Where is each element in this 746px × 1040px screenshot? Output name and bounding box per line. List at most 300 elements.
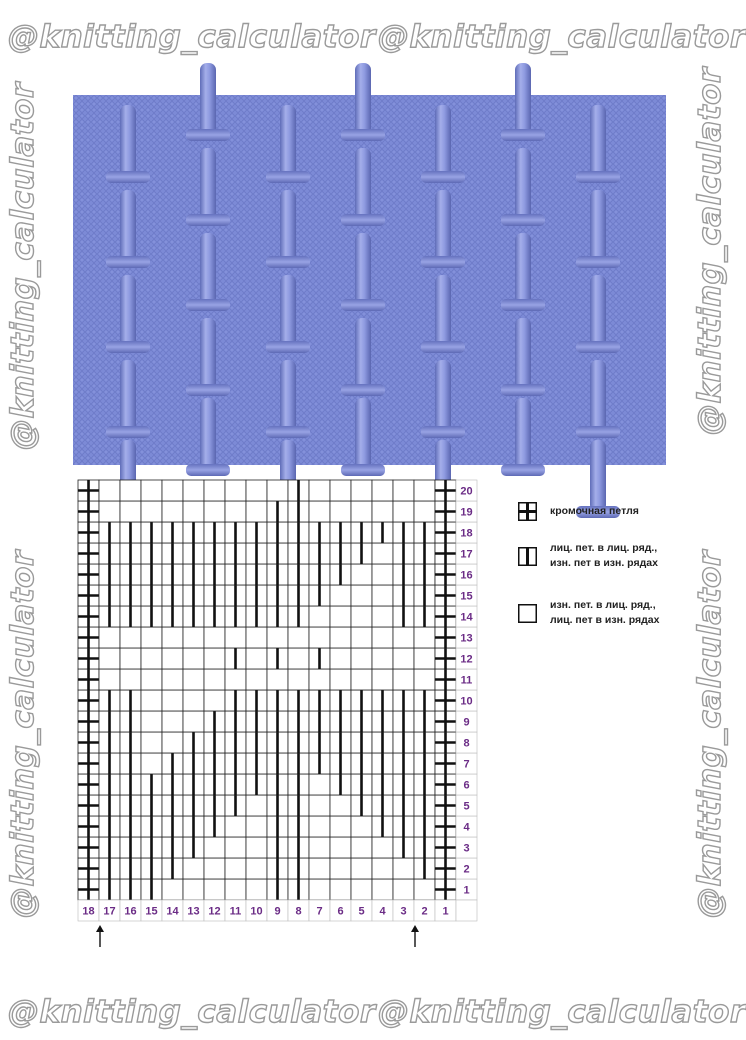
knit-stitch-cell bbox=[99, 858, 120, 879]
column-number bbox=[414, 900, 435, 921]
column-number bbox=[183, 900, 204, 921]
knit-stitch-cell bbox=[351, 753, 372, 774]
purl-stitch-cell bbox=[351, 858, 372, 879]
row-number bbox=[456, 753, 477, 774]
purl-stitch-cell bbox=[162, 501, 183, 522]
knit-stitch-cell bbox=[246, 543, 267, 564]
knit-stitch-cell bbox=[246, 690, 267, 711]
knit-stitch-cell bbox=[414, 564, 435, 585]
knit-stitch-cell bbox=[162, 795, 183, 816]
purl-stitch-cell bbox=[414, 501, 435, 522]
knit-stitch-cell bbox=[246, 732, 267, 753]
column-number bbox=[288, 900, 309, 921]
knit-stitch-icon bbox=[518, 547, 537, 566]
edge-stitch-cell bbox=[78, 522, 99, 543]
purl-stitch-cell bbox=[225, 858, 246, 879]
purl-stitch-cell bbox=[162, 627, 183, 648]
edge-stitch-cell bbox=[78, 648, 99, 669]
purl-stitch-icon bbox=[518, 604, 537, 623]
purl-stitch-cell bbox=[204, 669, 225, 690]
purl-stitch-cell bbox=[393, 879, 414, 900]
purl-stitch-cell bbox=[372, 543, 393, 564]
knit-stitch-cell bbox=[225, 543, 246, 564]
knit-stitch-cell bbox=[204, 795, 225, 816]
knit-stitch-cell bbox=[393, 816, 414, 837]
knit-stitch-cell bbox=[309, 711, 330, 732]
legend-purl-line-1: изн. пет. в лиц. ряд., bbox=[550, 599, 656, 611]
purl-stitch-cell bbox=[141, 732, 162, 753]
knit-stitch-cell bbox=[246, 753, 267, 774]
row-number bbox=[456, 774, 477, 795]
purl-stitch-cell bbox=[330, 648, 351, 669]
purl-stitch-cell bbox=[372, 501, 393, 522]
knit-stitch-cell bbox=[120, 858, 141, 879]
row-number bbox=[456, 627, 477, 648]
purl-stitch-cell bbox=[372, 585, 393, 606]
purl-stitch-cell bbox=[414, 879, 435, 900]
knit-stitch-cell bbox=[288, 837, 309, 858]
column-number bbox=[204, 900, 225, 921]
column-number bbox=[162, 900, 183, 921]
row-number bbox=[456, 711, 477, 732]
purl-stitch-cell bbox=[141, 690, 162, 711]
knit-stitch-cell bbox=[414, 732, 435, 753]
column-number-label: 14 bbox=[166, 905, 179, 918]
knit-stitch-cell bbox=[120, 732, 141, 753]
watermark-left-upper: @knitting_calculator bbox=[5, 82, 41, 450]
knit-stitch-cell bbox=[267, 690, 288, 711]
purl-stitch-cell bbox=[183, 627, 204, 648]
purl-stitch-cell bbox=[414, 648, 435, 669]
column-number-label: 9 bbox=[274, 905, 281, 918]
row-numbers bbox=[456, 480, 477, 900]
row-number-label: 19 bbox=[460, 506, 473, 519]
knit-stitch-cell bbox=[330, 732, 351, 753]
purl-stitch-cell bbox=[204, 690, 225, 711]
edge-stitch-cell bbox=[435, 690, 456, 711]
knit-stitch-cell bbox=[267, 879, 288, 900]
column-number bbox=[351, 900, 372, 921]
row-number bbox=[456, 669, 477, 690]
purl-stitch-cell bbox=[120, 501, 141, 522]
row-number bbox=[456, 816, 477, 837]
edge-stitch-cell bbox=[435, 564, 456, 585]
purl-stitch-cell bbox=[351, 627, 372, 648]
column-number-label: 18 bbox=[82, 905, 95, 918]
purl-stitch-cell bbox=[141, 648, 162, 669]
purl-stitch-cell bbox=[204, 837, 225, 858]
edge-stitch-cell bbox=[78, 837, 99, 858]
row-number-label: 4 bbox=[463, 821, 470, 834]
edge-stitch-cell bbox=[78, 753, 99, 774]
knit-stitch-cell bbox=[414, 858, 435, 879]
knit-stitch-cell bbox=[99, 795, 120, 816]
purl-stitch-cell bbox=[372, 669, 393, 690]
purl-stitch-cell bbox=[162, 648, 183, 669]
knit-stitch-cell bbox=[225, 795, 246, 816]
edge-stitch-cell bbox=[78, 774, 99, 795]
knit-stitch-cell bbox=[309, 732, 330, 753]
row-number-label: 17 bbox=[460, 548, 473, 561]
purl-stitch-cell bbox=[267, 627, 288, 648]
purl-stitch-cell bbox=[351, 564, 372, 585]
knit-stitch-cell bbox=[99, 879, 120, 900]
row-number-label: 15 bbox=[460, 590, 473, 603]
knit-stitch-cell bbox=[183, 816, 204, 837]
knit-stitch-cell bbox=[351, 690, 372, 711]
edge-stitch-cell bbox=[435, 627, 456, 648]
purl-stitch-cell bbox=[246, 795, 267, 816]
purl-stitch-cell bbox=[330, 606, 351, 627]
row-number bbox=[456, 543, 477, 564]
edge-stitch-cell bbox=[78, 816, 99, 837]
column-number-label: 1 bbox=[442, 905, 449, 918]
knit-stitch-cell bbox=[309, 564, 330, 585]
purl-stitch-cell bbox=[393, 501, 414, 522]
knit-stitch-cell bbox=[288, 564, 309, 585]
row-number-label: 10 bbox=[460, 695, 473, 708]
knit-stitch-cell bbox=[330, 774, 351, 795]
purl-stitch-cell bbox=[246, 627, 267, 648]
knit-stitch-cell bbox=[288, 543, 309, 564]
knit-stitch-cell bbox=[288, 585, 309, 606]
purl-stitch-cell bbox=[120, 669, 141, 690]
knit-stitch-cell bbox=[120, 522, 141, 543]
knit-stitch-cell bbox=[204, 522, 225, 543]
purl-stitch-cell bbox=[204, 879, 225, 900]
column-number bbox=[120, 900, 141, 921]
edge-stitch-cell bbox=[435, 774, 456, 795]
knit-stitch-cell bbox=[414, 753, 435, 774]
purl-stitch-cell bbox=[372, 606, 393, 627]
knit-stitch-cell bbox=[267, 585, 288, 606]
knit-stitch-cell bbox=[99, 543, 120, 564]
column-number bbox=[309, 900, 330, 921]
knit-stitch-cell bbox=[309, 585, 330, 606]
knit-stitch-cell bbox=[267, 606, 288, 627]
edge-stitch-cell bbox=[78, 564, 99, 585]
purl-stitch-cell bbox=[246, 669, 267, 690]
purl-stitch-cell bbox=[309, 669, 330, 690]
column-number bbox=[99, 900, 120, 921]
knit-stitch-cell bbox=[309, 690, 330, 711]
purl-stitch-cell bbox=[225, 816, 246, 837]
edge-stitch-cell bbox=[435, 669, 456, 690]
knit-stitch-cell bbox=[246, 711, 267, 732]
column-number bbox=[78, 900, 99, 921]
knit-stitch-cell bbox=[267, 753, 288, 774]
purl-stitch-cell bbox=[414, 480, 435, 501]
knit-stitch-cell bbox=[393, 690, 414, 711]
knit-stitch-cell bbox=[267, 837, 288, 858]
purl-stitch-cell bbox=[162, 690, 183, 711]
purl-stitch-cell bbox=[393, 480, 414, 501]
edge-stitch-cell bbox=[78, 501, 99, 522]
purl-stitch-cell bbox=[99, 480, 120, 501]
knit-stitch-cell bbox=[267, 648, 288, 669]
knit-stitch-cell bbox=[204, 774, 225, 795]
knit-stitch-cell bbox=[267, 522, 288, 543]
purl-stitch-cell bbox=[225, 627, 246, 648]
edge-stitch-cell bbox=[435, 501, 456, 522]
purl-stitch-cell bbox=[330, 585, 351, 606]
edge-stitch-cell bbox=[435, 732, 456, 753]
knit-stitch-cell bbox=[393, 732, 414, 753]
purl-stitch-cell bbox=[330, 858, 351, 879]
knit-stitch-cell bbox=[141, 606, 162, 627]
knit-stitch-cell bbox=[351, 711, 372, 732]
purl-stitch-cell bbox=[141, 627, 162, 648]
edge-stitch-icon bbox=[518, 502, 537, 521]
knit-stitch-cell bbox=[183, 753, 204, 774]
row-number-label: 2 bbox=[463, 863, 470, 876]
knit-stitch-cell bbox=[372, 795, 393, 816]
row-number-label: 9 bbox=[463, 716, 470, 729]
row-number bbox=[456, 564, 477, 585]
edge-stitch-cell bbox=[435, 522, 456, 543]
purl-stitch-cell bbox=[309, 774, 330, 795]
knit-stitch-cell bbox=[246, 585, 267, 606]
knit-stitch-cell bbox=[120, 753, 141, 774]
column-number bbox=[267, 900, 288, 921]
knit-stitch-cell bbox=[267, 858, 288, 879]
edge-stitch-cell bbox=[435, 753, 456, 774]
purl-stitch-cell bbox=[309, 627, 330, 648]
knit-stitch-cell bbox=[99, 753, 120, 774]
knit-stitch-cell bbox=[162, 858, 183, 879]
edge-stitch-cell bbox=[78, 858, 99, 879]
edge-stitch-cell bbox=[435, 606, 456, 627]
purl-stitch-cell bbox=[162, 480, 183, 501]
knit-stitch-cell bbox=[414, 690, 435, 711]
knitting-chart bbox=[78, 480, 493, 918]
edge-stitch-cell bbox=[435, 795, 456, 816]
knit-stitch-cell bbox=[183, 774, 204, 795]
purl-stitch-cell bbox=[246, 648, 267, 669]
row-number bbox=[456, 480, 477, 501]
knit-stitch-cell bbox=[162, 774, 183, 795]
knit-stitch-cell bbox=[288, 501, 309, 522]
knit-stitch-cell bbox=[204, 711, 225, 732]
column-number-label: 16 bbox=[124, 905, 137, 918]
knit-stitch-cell bbox=[267, 501, 288, 522]
purl-stitch-cell bbox=[246, 816, 267, 837]
purl-stitch-cell bbox=[372, 837, 393, 858]
knit-stitch-cell bbox=[288, 879, 309, 900]
knit-stitch-cell bbox=[372, 816, 393, 837]
legend-purl-stitch bbox=[518, 598, 660, 628]
column-number-label: 12 bbox=[208, 905, 221, 918]
knit-stitch-cell bbox=[141, 564, 162, 585]
purl-stitch-cell bbox=[225, 879, 246, 900]
row-number bbox=[456, 795, 477, 816]
purl-stitch-cell bbox=[309, 879, 330, 900]
edge-stitch-cell bbox=[78, 690, 99, 711]
purl-stitch-cell bbox=[288, 669, 309, 690]
knit-stitch-cell bbox=[141, 543, 162, 564]
knit-stitch-cell bbox=[183, 543, 204, 564]
knit-stitch-cell bbox=[225, 564, 246, 585]
edge-stitch-cell bbox=[78, 732, 99, 753]
knit-stitch-cell bbox=[393, 606, 414, 627]
knit-stitch-cell bbox=[204, 543, 225, 564]
row-number-label: 20 bbox=[460, 485, 473, 498]
knit-stitch-cell bbox=[120, 837, 141, 858]
legend-purl-line-2: лиц. пет в изн. рядах bbox=[550, 614, 660, 626]
knit-stitch-cell bbox=[99, 732, 120, 753]
knit-stitch-cell bbox=[246, 774, 267, 795]
legend-knit-stitch bbox=[518, 541, 658, 571]
knit-stitch-cell bbox=[372, 690, 393, 711]
purl-stitch-cell bbox=[162, 711, 183, 732]
knit-stitch-cell bbox=[393, 585, 414, 606]
purl-stitch-cell bbox=[351, 585, 372, 606]
knit-stitch-cell bbox=[309, 648, 330, 669]
purl-stitch-cell bbox=[372, 564, 393, 585]
knit-stitch-cell bbox=[204, 585, 225, 606]
purl-stitch-cell bbox=[351, 648, 372, 669]
edge-stitch-cell bbox=[435, 858, 456, 879]
knit-stitch-cell bbox=[288, 816, 309, 837]
purl-stitch-cell bbox=[141, 480, 162, 501]
edge-stitch-cell bbox=[78, 669, 99, 690]
edge-stitch-cell bbox=[78, 795, 99, 816]
knit-stitch-cell bbox=[414, 795, 435, 816]
knit-stitch-cell bbox=[99, 585, 120, 606]
purl-stitch-cell bbox=[372, 480, 393, 501]
purl-stitch-cell bbox=[246, 480, 267, 501]
knit-stitch-cell bbox=[225, 522, 246, 543]
knit-stitch-cell bbox=[225, 774, 246, 795]
legend-knit-line-1: лиц. пет. в лиц. ряд., bbox=[550, 542, 658, 554]
watermark-bottom-left: @knitting_calculator bbox=[8, 994, 376, 1030]
purl-stitch-cell bbox=[120, 648, 141, 669]
knit-stitch-cell bbox=[351, 774, 372, 795]
column-number bbox=[435, 900, 456, 921]
purl-stitch-cell bbox=[99, 627, 120, 648]
row-number-label: 8 bbox=[463, 737, 470, 750]
row-number bbox=[456, 522, 477, 543]
purl-stitch-cell bbox=[309, 606, 330, 627]
purl-stitch-cell bbox=[204, 627, 225, 648]
knit-stitch-cell bbox=[372, 711, 393, 732]
knit-stitch-cell bbox=[351, 795, 372, 816]
knit-stitch-cell bbox=[393, 564, 414, 585]
purl-stitch-cell bbox=[141, 711, 162, 732]
row-number-label: 3 bbox=[463, 842, 470, 855]
column-number bbox=[225, 900, 246, 921]
purl-stitch-cell bbox=[204, 648, 225, 669]
knit-stitch-cell bbox=[414, 837, 435, 858]
knit-stitch-cell bbox=[414, 585, 435, 606]
column-number-label: 7 bbox=[316, 905, 323, 918]
knit-stitch-cell bbox=[225, 711, 246, 732]
knitted-fabric-photo bbox=[73, 95, 666, 465]
row-number-label: 11 bbox=[460, 674, 473, 687]
knit-stitch-cell bbox=[162, 585, 183, 606]
knit-stitch-cell bbox=[183, 564, 204, 585]
edge-stitch-cell bbox=[435, 543, 456, 564]
knit-stitch-cell bbox=[414, 711, 435, 732]
knit-stitch-cell bbox=[141, 837, 162, 858]
knit-stitch-cell bbox=[141, 879, 162, 900]
purl-stitch-cell bbox=[99, 669, 120, 690]
knit-stitch-cell bbox=[183, 795, 204, 816]
knit-stitch-cell bbox=[99, 711, 120, 732]
knit-stitch-cell bbox=[393, 795, 414, 816]
watermark-bottom-right: @knitting_calculator bbox=[378, 994, 746, 1030]
purl-stitch-cell bbox=[204, 501, 225, 522]
edge-stitch-cell bbox=[435, 480, 456, 501]
purl-stitch-cell bbox=[393, 669, 414, 690]
row-number bbox=[456, 690, 477, 711]
purl-stitch-cell bbox=[309, 501, 330, 522]
knit-stitch-cell bbox=[267, 774, 288, 795]
knit-stitch-cell bbox=[393, 837, 414, 858]
edge-stitch-cell bbox=[435, 816, 456, 837]
purl-stitch-cell bbox=[330, 795, 351, 816]
knit-stitch-cell bbox=[141, 585, 162, 606]
column-number bbox=[246, 900, 267, 921]
row-number bbox=[456, 501, 477, 522]
column-number bbox=[393, 900, 414, 921]
knit-stitch-cell bbox=[225, 606, 246, 627]
knit-stitch-cell bbox=[225, 648, 246, 669]
column-number-label: 5 bbox=[358, 905, 365, 918]
knit-stitch-cell bbox=[288, 606, 309, 627]
knit-stitch-cell bbox=[120, 585, 141, 606]
edge-stitch-cell bbox=[78, 627, 99, 648]
purl-stitch-cell bbox=[309, 816, 330, 837]
knit-stitch-cell bbox=[120, 690, 141, 711]
knit-stitch-cell bbox=[393, 753, 414, 774]
knit-stitch-cell bbox=[99, 816, 120, 837]
arrow-up-icon bbox=[96, 925, 104, 947]
column-number-label: 4 bbox=[379, 905, 386, 918]
row-number bbox=[456, 858, 477, 879]
knit-stitch-cell bbox=[99, 774, 120, 795]
knit-stitch-cell bbox=[162, 522, 183, 543]
edge-stitch-cell bbox=[78, 585, 99, 606]
purl-stitch-cell bbox=[204, 858, 225, 879]
knit-stitch-cell bbox=[204, 564, 225, 585]
purl-stitch-cell bbox=[372, 627, 393, 648]
purl-stitch-cell bbox=[246, 501, 267, 522]
edge-stitch-cell bbox=[78, 879, 99, 900]
watermark-left-lower: @knitting_calculator bbox=[5, 550, 41, 918]
knit-stitch-cell bbox=[288, 858, 309, 879]
purl-stitch-cell bbox=[225, 669, 246, 690]
knit-stitch-cell bbox=[393, 543, 414, 564]
purl-stitch-cell bbox=[246, 858, 267, 879]
purl-stitch-cell bbox=[183, 711, 204, 732]
knit-stitch-cell bbox=[393, 711, 414, 732]
column-number-label: 11 bbox=[229, 905, 242, 918]
knit-stitch-cell bbox=[267, 564, 288, 585]
purl-stitch-cell bbox=[204, 480, 225, 501]
knit-stitch-cell bbox=[141, 816, 162, 837]
purl-stitch-cell bbox=[246, 837, 267, 858]
knit-stitch-cell bbox=[141, 858, 162, 879]
knit-stitch-cell bbox=[183, 837, 204, 858]
purl-stitch-cell bbox=[351, 669, 372, 690]
knit-stitch-cell bbox=[99, 837, 120, 858]
purl-stitch-cell bbox=[183, 669, 204, 690]
row-number-label: 16 bbox=[460, 569, 473, 582]
knit-stitch-cell bbox=[288, 753, 309, 774]
repeat-markers bbox=[96, 925, 419, 947]
column-number-label: 17 bbox=[103, 905, 116, 918]
